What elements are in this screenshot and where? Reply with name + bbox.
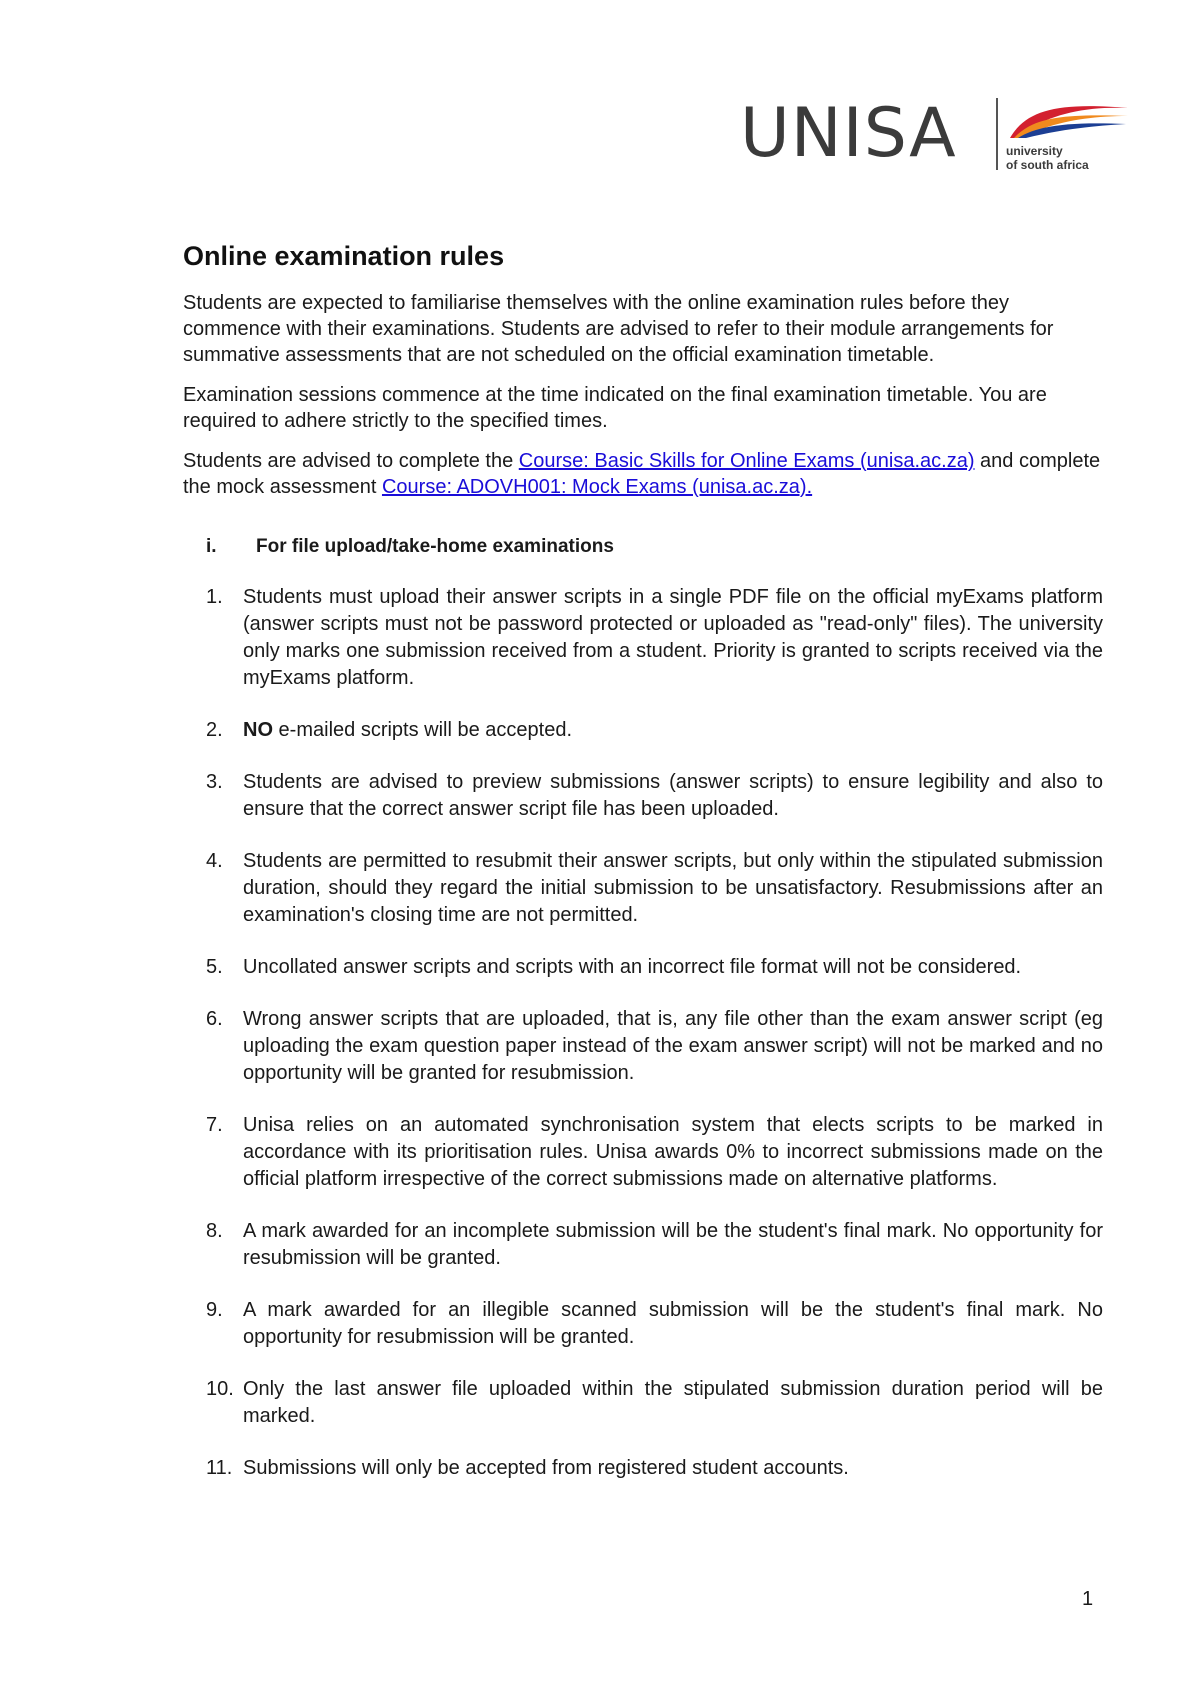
rule-emphasis: NO xyxy=(243,719,273,741)
rule-item xyxy=(183,1297,1103,1351)
page-number: 1 xyxy=(1082,1588,1094,1610)
section-title: For file upload/take-home examinations xyxy=(256,536,614,557)
rule-item xyxy=(183,584,1103,692)
rule-text: Students are advised to preview submissions (answer scripts) to ensure legibility and also to ensure that the correct answer script file has been uploaded. xyxy=(243,771,1103,820)
rule-text: Students must upload their answer scripts in a single PDF file on the official myExams platform (answer scripts must not be password protected or uploaded as "read-only" files). The university only marks one submission received from a student. Priority is granted to scripts received via the myExams platform. xyxy=(243,586,1103,689)
rule-number: 6. xyxy=(206,1008,223,1030)
links-text-2: and complete the mock assessment xyxy=(183,450,1101,498)
unisa-logo xyxy=(740,94,1130,174)
rule-number: 5. xyxy=(206,956,223,978)
links-paragraph xyxy=(183,448,1103,500)
rule-number: 7. xyxy=(206,1114,223,1136)
rule-number: 2. xyxy=(206,719,223,741)
rule-item xyxy=(183,848,1103,929)
rule-number: 3. xyxy=(206,771,223,793)
rules-list xyxy=(183,584,1103,1482)
section-heading xyxy=(206,534,1103,560)
intro-paragraph-2: Examination sessions commence at the time indicated on the final examination timetable. You are required to adhere strictly to the specified times. xyxy=(183,384,1047,432)
flag-swoosh-icon xyxy=(1006,94,1130,142)
rule-item xyxy=(183,769,1103,823)
logo-wordmark: UNISA xyxy=(740,94,957,173)
rule-text: e-mailed scripts will be accepted. xyxy=(273,719,573,741)
logo-subtitle xyxy=(1006,144,1089,172)
links-text-1: Students are advised to complete the xyxy=(183,450,519,472)
rule-item xyxy=(183,1112,1103,1193)
document-body xyxy=(183,238,1103,1507)
rule-number: 1. xyxy=(206,586,223,608)
rule-item xyxy=(183,1006,1103,1087)
rule-number: 10. xyxy=(206,1378,234,1400)
rule-number: 4. xyxy=(206,850,223,872)
rule-item xyxy=(183,1376,1103,1430)
section-number: i. xyxy=(206,536,217,557)
rule-text: Wrong answer scripts that are uploaded, that is, any file other than the exam answer script (eg uploading the exam question paper instead of the exam answer script) will not be marked and no opportunity will be granted for resubmission. xyxy=(243,1008,1103,1084)
rule-number: 11. xyxy=(206,1457,233,1479)
rule-number: 9. xyxy=(206,1299,223,1321)
rule-item xyxy=(183,1218,1103,1272)
rule-item xyxy=(183,954,1103,981)
rule-text: A mark awarded for an illegible scanned submission will be the student's final mark. No opportunity for resubmission will be granted. xyxy=(243,1299,1103,1348)
basic-skills-course-link[interactable]: Course: Basic Skills for Online Exams (unisa.ac.za) xyxy=(518,450,975,472)
rule-text: Uncollated answer scripts and scripts with an incorrect file format will not be considered. xyxy=(243,956,1022,978)
page-title: Online examination rules xyxy=(183,241,505,271)
logo-subtitle-line-1: university xyxy=(1006,144,1063,158)
logo-divider xyxy=(996,98,998,170)
rule-text: A mark awarded for an incomplete submission will be the student's final mark. No opportunity for resubmission will be granted. xyxy=(243,1220,1103,1269)
logo-subtitle-line-2: of south africa xyxy=(1006,158,1089,172)
rule-text: Students are permitted to resubmit their answer scripts, but only within the stipulated submission duration, should they regard the initial submission to be unsatisfactory. Resubmissions after an examination's closing time are not permitted. xyxy=(243,850,1103,926)
rule-text: Only the last answer file uploaded within the stipulated submission duration period will be marked. xyxy=(243,1378,1103,1427)
intro-paragraph-1: Students are expected to familiarise themselves with the online examination rules before they commence with their examinations. Students are advised to refer to their module arrangements for summative assessments that are not scheduled on the official examination timetable. xyxy=(183,292,1054,366)
rule-text: Unisa relies on an automated synchronisation system that elects scripts to be marked in accordance with its prioritisation rules. Unisa awards 0% to incorrect submissions made on the official platform irrespective of the correct submissions made on alternative platforms. xyxy=(243,1114,1103,1190)
rule-text: Submissions will only be accepted from registered student accounts. xyxy=(243,1457,849,1479)
rule-item xyxy=(183,1455,1103,1482)
rule-item xyxy=(183,717,1103,744)
rule-number: 8. xyxy=(206,1220,223,1242)
mock-exams-course-link[interactable]: Course: ADOVH001: Mock Exams (unisa.ac.za). xyxy=(381,476,813,498)
